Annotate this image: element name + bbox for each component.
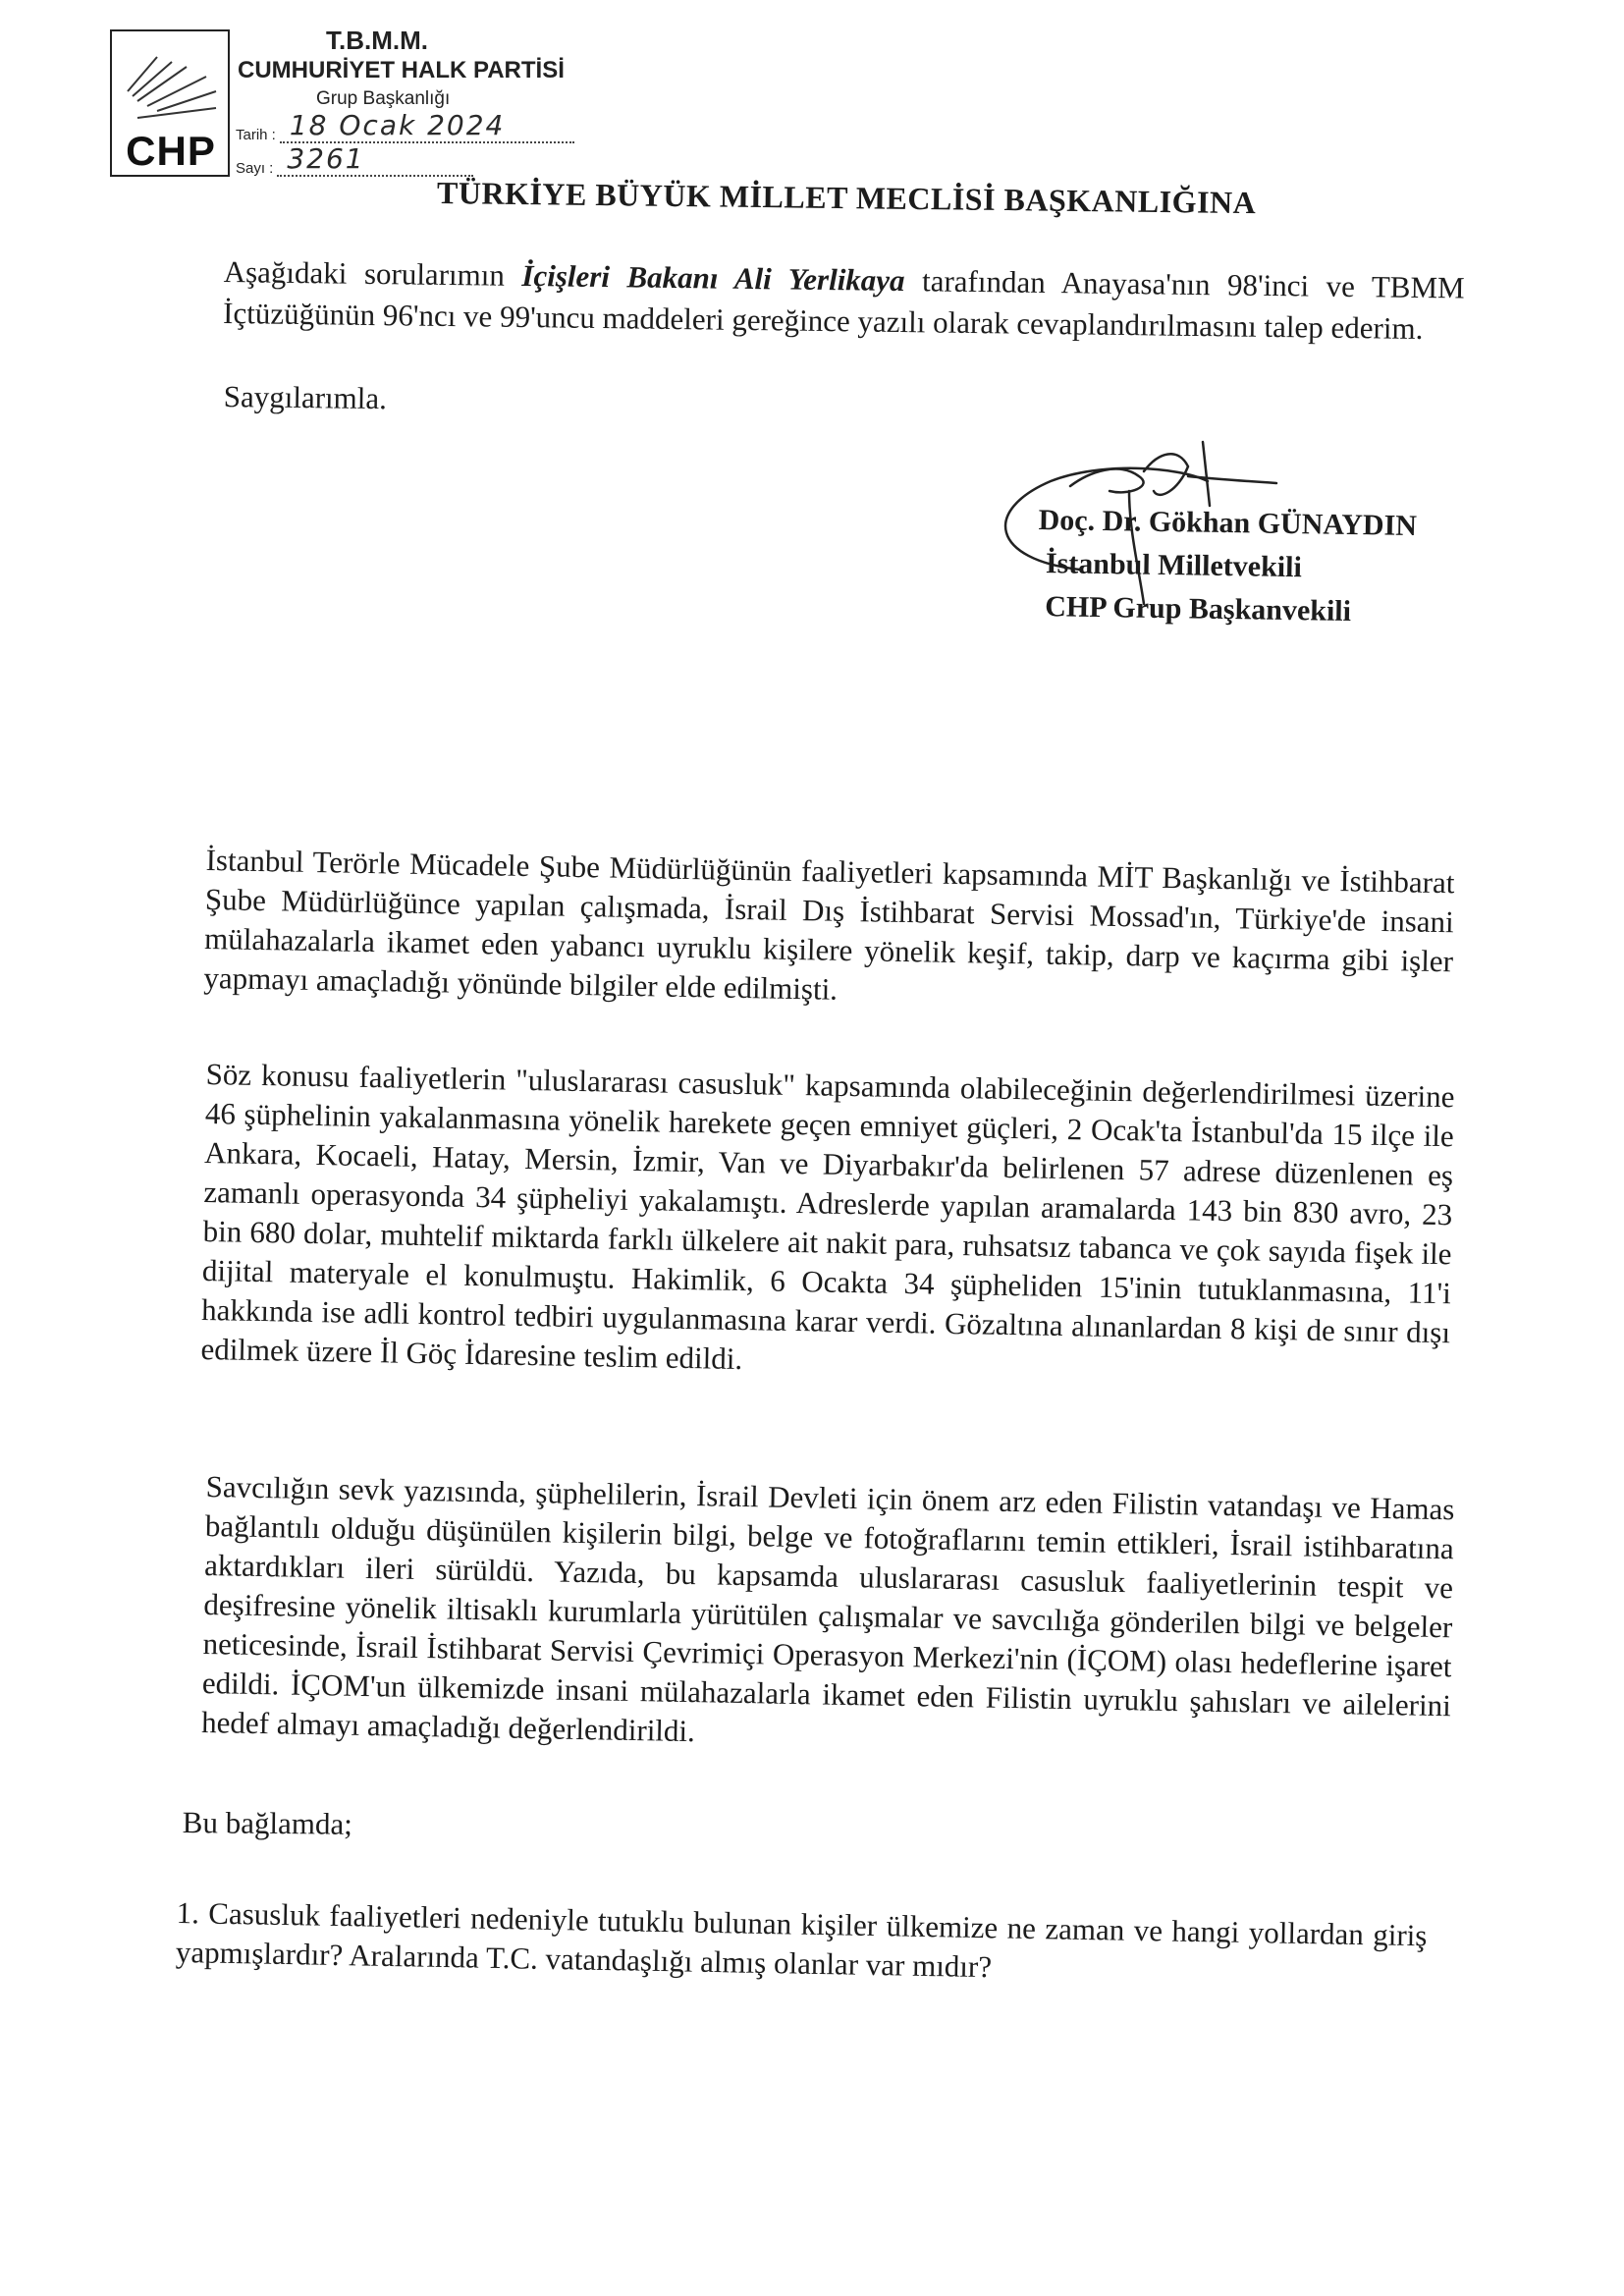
intro-paragraph bbox=[223, 251, 1465, 351]
body-context-line: Bu bağlamda; bbox=[182, 1804, 353, 1841]
date-label: Tarih : bbox=[236, 127, 276, 143]
number-label: Sayı : bbox=[236, 160, 274, 177]
minister-name: İçişleri Bakanı Ali Yerlikaya bbox=[521, 257, 905, 299]
intro-before: Aşağıdaki sorularımın bbox=[223, 253, 522, 293]
number-value: 3261 bbox=[287, 142, 365, 175]
date-field bbox=[280, 109, 574, 143]
greeting: Saygılarımla. bbox=[223, 379, 388, 416]
signatory-role: İstanbul Milletvekili bbox=[1045, 547, 1303, 584]
party-name: CUMHURİYET HALK PARTİSİ bbox=[238, 57, 565, 83]
number-row bbox=[236, 142, 473, 177]
body-paragraph-2: Söz konusu faaliyetlerin "uluslararası casusluk" kapsamında olabileceğinin değerlendirilmesi üzerine 46 şüphelinin yakalanmasına yönelik harekete geçen emniyet güçleri, 2 Ocak'ta İstanbul'da 15 ilçe ile Ankara, Kocaeli, Hatay, Mersin, İzmir, Van ve Diyarbakır'da belirlenen 57 adrese düzenlenen eş zamanlı operasyonda 34 şüpheliyi yakalamıştı. Adreslerde yapılan aramalarda 143 bin 830 avro, 23 bin 680 dolar, muhtelif miktarda farklı ülkelere ait nakit para, ruhsatsız tabanca ve çok sayıda fişek ile dijital materyale el konulmuştu. Hakimlik, 6 Ocakta 34 şüpheliden 15'inin tutuklanmasına, 11'i hakkında ise adli kontrol tedbiri uygulanmasına karar verdi. Gözaltına alınanlardan 8 kişi de sınır dışı edilmek üzere İl Göç İdaresine teslim edildi. bbox=[200, 1056, 1455, 1377]
signatory-name: Doç. Dr. Gökhan GÜNAYDIN bbox=[1038, 503, 1418, 543]
intro-after: tarafından Anayasa'nın 98'inci ve TBMM İçtüzüğünün 96'ncı ve 99'uncu maddeleri gereğince yazılı olarak cevaplandırılmasını talep ederim. bbox=[222, 263, 1465, 346]
body-paragraph-1: İstanbul Terörle Mücadele Şube Müdürlüğünün faaliyetleri kapsamında MİT Başkanlığı ve İstihbarat Şube Müdürlüğünce yapılan çalışmada, İsrail Dış İstihbarat Servisi Mossad'ın, Türkiye'de insani mülahazalarla ikamet eden yabancı uyruklu kişilere yönelik keşif, takip, darp ve kaçırma gibi işler yapmayı amaçladığı yönünde bilgiler elde edilmişti. bbox=[203, 842, 1455, 1007]
group-label: Grup Başkanlığı bbox=[316, 88, 451, 109]
letterhead bbox=[110, 26, 581, 183]
signatory-title: CHP Grup Başkanvekili bbox=[1045, 590, 1352, 629]
body-paragraph-3: Savcılığın sevk yazısında, şüphelilerin, İsrail Devleti için önem arz eden Filistin vatandaşı ve Hamas bağlantılı olduğu düşünülen kişilerin bilgi, belge ve fotoğraflarını temin ettikleri, İsrail istihbaratına aktardıkları ileri sürüldü. Yazıda, bu kapsamda uluslararası casusluk faaliyetlerinin tespit ve deşifresine yönelik iltisaklı kurumlarla yürütülen çalışmalar ve savcılığa gönderilen bilgi ve belgeler neticesinde, İsrail İstihbarat Servisi Çevrimiçi Operasyon Merkezi'nin (İÇOM) olası hedeflerine işaret edildi. İÇOM'un ülkemizde insani mülahazalarla ikamet eden Filistin uyruklu şahısları ve ailelerini hedef almayı amaçladığı değerlendirildi. bbox=[200, 1468, 1455, 1749]
logo-stripes-icon bbox=[118, 37, 226, 126]
question-1: 1. Casusluk faaliyetleri nedeniyle tutuklu bulunan kişiler ülkemize ne zaman ve hangi yollardan giriş yapmışlardır? Aralarında T.C. vatandaşlığı almış olanlar var mıdır? bbox=[175, 1894, 1428, 1985]
number-field bbox=[277, 142, 473, 177]
tbmm-label: T.B.M.M. bbox=[326, 26, 428, 55]
chp-logo bbox=[110, 29, 230, 177]
signature-block bbox=[1037, 499, 1490, 635]
date-row bbox=[236, 109, 574, 143]
document-title: TÜRKİYE BÜYÜK MİLLET MECLİSİ BAŞKANLIĞINA bbox=[436, 175, 1257, 221]
date-value: 18 Ocak 2024 bbox=[289, 109, 506, 141]
logo-text: CHP bbox=[126, 128, 216, 174]
